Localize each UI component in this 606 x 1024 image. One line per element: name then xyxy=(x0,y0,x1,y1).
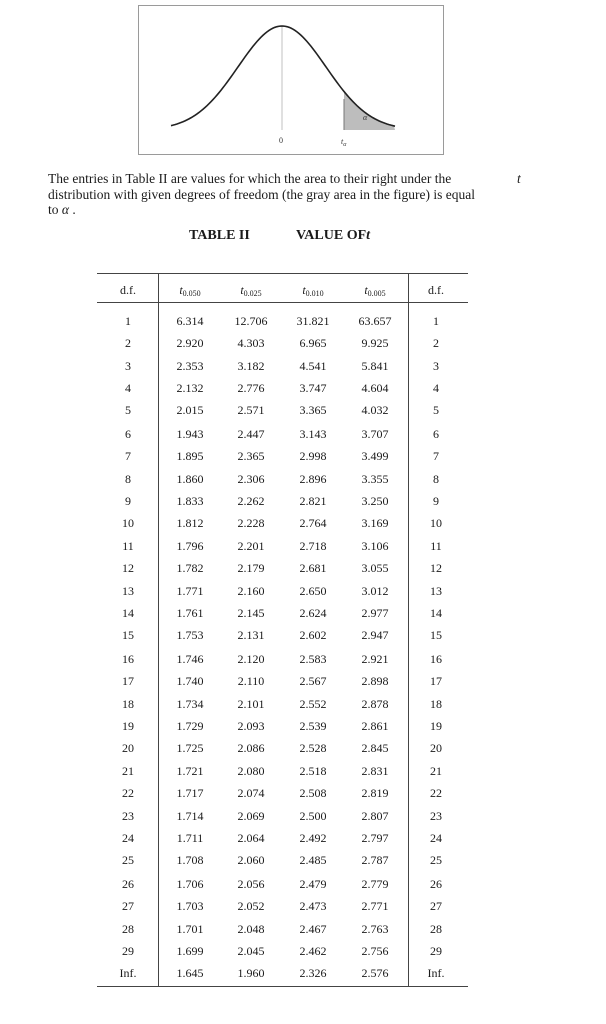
cell-t-value: 2.861 xyxy=(361,719,389,733)
cell-t-value: 6.965 xyxy=(299,336,327,350)
row-df-right: 20 xyxy=(430,741,442,755)
cell-t-value: 3.250 xyxy=(361,494,389,508)
cell-t-value: 2.228 xyxy=(237,516,265,530)
cell-t-value: 2.101 xyxy=(237,697,265,711)
header-t-0010: $t_{0.010}$ xyxy=(302,283,324,298)
row-df-left: 28 xyxy=(122,922,134,936)
cell-t-value: 3.747 xyxy=(299,381,327,395)
row-df-left: 27 xyxy=(122,899,134,913)
cell-t-value: 1.895 xyxy=(176,449,204,463)
cell-t-value: 2.787 xyxy=(361,853,389,867)
cell-t-value: 2.060 xyxy=(237,853,265,867)
row-df-left: 10 xyxy=(122,516,134,530)
row-df-right: 29 xyxy=(430,944,442,958)
cell-t-value: 6.314 xyxy=(176,314,204,328)
header-t-0025: $t_{0.025}$ xyxy=(240,283,262,298)
cell-t-value: 2.306 xyxy=(237,472,265,486)
row-df-left: 17 xyxy=(122,674,134,688)
intro-line-2: distribution with given degrees of freedom (the gray area in the figure) is equal xyxy=(48,186,475,202)
table-bottom-rule xyxy=(97,986,468,987)
cell-t-value: 2.069 xyxy=(237,809,265,823)
cell-t-value: 2.756 xyxy=(361,944,389,958)
cell-t-value: 1.703 xyxy=(176,899,204,913)
row-df-right: 1 xyxy=(433,314,439,328)
cell-t-value: 2.571 xyxy=(237,403,265,417)
alpha-label: α xyxy=(363,113,368,122)
cell-t-value: 4.604 xyxy=(361,381,389,395)
cell-t-value: 2.365 xyxy=(237,449,265,463)
cell-t-value: 1.796 xyxy=(176,539,204,553)
cell-t-value: 1.645 xyxy=(176,966,204,980)
cell-t-value: 1.960 xyxy=(237,966,265,980)
header-df-left: d.f. xyxy=(120,283,136,297)
row-df-left: 15 xyxy=(122,628,134,642)
cell-t-value: 1.740 xyxy=(176,674,204,688)
cell-t-value: 3.055 xyxy=(361,561,389,575)
cell-t-value: 2.479 xyxy=(299,877,327,891)
cell-t-value: 2.539 xyxy=(299,719,327,733)
row-df-left: 12 xyxy=(122,561,134,575)
cell-t-value: 2.528 xyxy=(299,741,327,755)
cell-t-value: 2.567 xyxy=(299,674,327,688)
table-top-rule xyxy=(97,273,468,274)
cell-t-value: 2.624 xyxy=(299,606,327,620)
t-distribution-figure xyxy=(138,5,444,155)
row-df-right: 4 xyxy=(433,381,439,395)
cell-t-value: 1.943 xyxy=(176,427,204,441)
cell-t-value: 2.093 xyxy=(237,719,265,733)
cell-t-value: 1.746 xyxy=(176,652,204,666)
row-df-right: 17 xyxy=(430,674,442,688)
cell-t-value: 2.947 xyxy=(361,628,389,642)
t-alpha-label: $t_\alpha$ xyxy=(341,137,347,148)
row-df-left: 16 xyxy=(122,652,134,666)
cell-t-value: 2.110 xyxy=(237,674,265,688)
cell-t-value: 2.920 xyxy=(176,336,204,350)
zero-label: 0 xyxy=(279,136,283,145)
cell-t-value: 2.201 xyxy=(237,539,265,553)
cell-t-value: 1.833 xyxy=(176,494,204,508)
cell-t-value: 1.706 xyxy=(176,877,204,891)
cell-t-value: 2.831 xyxy=(361,764,389,778)
cell-t-value: 2.807 xyxy=(361,809,389,823)
row-df-right: 14 xyxy=(430,606,442,620)
cell-t-value: 12.706 xyxy=(234,314,268,328)
row-df-right: 13 xyxy=(430,584,442,598)
cell-t-value: 2.845 xyxy=(361,741,389,755)
cell-t-value: 2.179 xyxy=(237,561,265,575)
cell-t-value: 1.812 xyxy=(176,516,204,530)
cell-t-value: 1.714 xyxy=(176,809,204,823)
row-df-right: 3 xyxy=(433,359,439,373)
row-df-left: 1 xyxy=(125,314,131,328)
cell-t-value: 1.761 xyxy=(176,606,204,620)
row-df-left: 11 xyxy=(122,539,134,553)
cell-t-value: 1.860 xyxy=(176,472,204,486)
cell-t-value: 2.064 xyxy=(237,831,265,845)
cell-t-value: 2.086 xyxy=(237,741,265,755)
header-t-0005: $t_{0.005}$ xyxy=(364,283,386,298)
cell-t-value: 2.056 xyxy=(237,877,265,891)
cell-t-value: 2.771 xyxy=(361,899,389,913)
cell-t-value: 2.552 xyxy=(299,697,327,711)
row-df-right: 22 xyxy=(430,786,442,800)
cell-t-value: 2.467 xyxy=(299,922,327,936)
cell-t-value: 2.998 xyxy=(299,449,327,463)
intro-line-3-suffix: . xyxy=(72,202,76,217)
cell-t-value: 1.708 xyxy=(176,853,204,867)
cell-t-value: 2.977 xyxy=(361,606,389,620)
row-df-right: 2 xyxy=(433,336,439,350)
row-df-left: 5 xyxy=(125,403,131,417)
cell-t-value: 2.500 xyxy=(299,809,327,823)
cell-t-value: 2.353 xyxy=(176,359,204,373)
row-df-right: 10 xyxy=(430,516,442,530)
row-df-left: 4 xyxy=(125,381,131,395)
cell-t-value: 2.473 xyxy=(299,899,327,913)
row-df-left: 9 xyxy=(125,494,131,508)
cell-t-value: 5.841 xyxy=(361,359,389,373)
cell-t-value: 2.797 xyxy=(361,831,389,845)
cell-t-value: 1.782 xyxy=(176,561,204,575)
cell-t-value: 2.576 xyxy=(361,966,389,980)
cell-t-value: 2.718 xyxy=(299,539,327,553)
cell-t-value: 2.131 xyxy=(237,628,265,642)
cell-t-value: 4.303 xyxy=(237,336,265,350)
row-df-right: 5 xyxy=(433,403,439,417)
cell-t-value: 2.462 xyxy=(299,944,327,958)
row-df-right: 25 xyxy=(430,853,442,867)
row-df-left: 26 xyxy=(122,877,134,891)
cell-t-value: 1.721 xyxy=(176,764,204,778)
cell-t-value: 2.492 xyxy=(299,831,327,845)
row-df-left: 25 xyxy=(122,853,134,867)
row-df-right: 7 xyxy=(433,449,439,463)
cell-t-value: 2.819 xyxy=(361,786,389,800)
cell-t-value: 2.015 xyxy=(176,403,204,417)
cell-t-value: 2.145 xyxy=(237,606,265,620)
table-caption xyxy=(296,228,370,244)
cell-t-value: 2.132 xyxy=(176,381,204,395)
row-df-left: 14 xyxy=(122,606,134,620)
cell-t-value: 3.169 xyxy=(361,516,389,530)
row-df-right: 9 xyxy=(433,494,439,508)
cell-t-value: 1.729 xyxy=(176,719,204,733)
intro-t-symbol: t xyxy=(517,171,521,186)
cell-t-value: 3.012 xyxy=(361,584,389,598)
cell-t-value: 3.707 xyxy=(361,427,389,441)
cell-t-value: 63.657 xyxy=(358,314,392,328)
row-df-left: 29 xyxy=(122,944,134,958)
table-caption-text: VALUE OF xyxy=(296,228,367,243)
row-df-left: 21 xyxy=(122,764,134,778)
cell-t-value: 31.821 xyxy=(296,314,330,328)
intro-line-1: The entries in Table II are values for which the area to their right under the xyxy=(48,171,452,186)
cell-t-value: 2.160 xyxy=(237,584,265,598)
row-df-right: 16 xyxy=(430,652,442,666)
row-df-right: 28 xyxy=(430,922,442,936)
cell-t-value: 2.821 xyxy=(299,494,327,508)
cell-t-value: 3.143 xyxy=(299,427,327,441)
row-df-right: Inf. xyxy=(427,966,445,980)
cell-t-value: 2.508 xyxy=(299,786,327,800)
row-df-left: 22 xyxy=(122,786,134,800)
cell-t-value: 2.326 xyxy=(299,966,327,980)
row-df-left: 6 xyxy=(125,427,131,441)
row-df-right: 11 xyxy=(430,539,442,553)
table-title xyxy=(0,228,606,246)
cell-t-value: 2.650 xyxy=(299,584,327,598)
cell-t-value: 2.878 xyxy=(361,697,389,711)
row-df-right: 12 xyxy=(430,561,442,575)
row-df-right: 27 xyxy=(430,899,442,913)
cell-t-value: 3.106 xyxy=(361,539,389,553)
cell-t-value: 3.365 xyxy=(299,403,327,417)
row-df-left: 20 xyxy=(122,741,134,755)
intro-alpha: α xyxy=(61,202,69,217)
cell-t-value: 3.355 xyxy=(361,472,389,486)
cell-t-value: 1.753 xyxy=(176,628,204,642)
cell-t-value: 9.925 xyxy=(361,336,389,350)
table-caption-var: t xyxy=(366,228,371,243)
row-df-left: 8 xyxy=(125,472,131,486)
cell-t-value: 4.032 xyxy=(361,403,389,417)
cell-t-value: 2.080 xyxy=(237,764,265,778)
row-df-left: 18 xyxy=(122,697,134,711)
header-t-0050: $t_{0.050}$ xyxy=(179,283,201,298)
table-number: TABLE II xyxy=(189,228,250,243)
cell-t-value: 2.898 xyxy=(361,674,389,688)
cell-t-value: 2.485 xyxy=(299,853,327,867)
header-df-right: d.f. xyxy=(428,283,444,297)
row-df-left: 7 xyxy=(125,449,131,463)
row-df-right: 18 xyxy=(430,697,442,711)
table-header-rule xyxy=(97,302,468,303)
row-df-right: 15 xyxy=(430,628,442,642)
cell-t-value: 1.771 xyxy=(176,584,204,598)
cell-t-value: 2.048 xyxy=(237,922,265,936)
cell-t-value: 2.763 xyxy=(361,922,389,936)
row-df-right: 19 xyxy=(430,719,442,733)
cell-t-value: 2.602 xyxy=(299,628,327,642)
cell-t-value: 3.182 xyxy=(237,359,265,373)
cell-t-value: 1.711 xyxy=(176,831,204,845)
cell-t-value: 1.734 xyxy=(176,697,204,711)
cell-t-value: 2.681 xyxy=(299,561,327,575)
row-df-right: 21 xyxy=(430,764,442,778)
row-df-left: Inf. xyxy=(119,966,137,980)
cell-t-value: 1.699 xyxy=(176,944,204,958)
row-df-right: 8 xyxy=(433,472,439,486)
row-df-right: 24 xyxy=(430,831,442,845)
t-distribution-curve xyxy=(139,6,443,154)
intro-line-3-prefix: to xyxy=(48,202,59,217)
cell-t-value: 2.447 xyxy=(237,427,265,441)
cell-t-value: 2.052 xyxy=(237,899,265,913)
row-df-left: 23 xyxy=(122,809,134,823)
cell-t-value: 2.120 xyxy=(237,652,265,666)
cell-t-value: 2.779 xyxy=(361,877,389,891)
cell-t-value: 2.896 xyxy=(299,472,327,486)
row-df-left: 3 xyxy=(125,359,131,373)
cell-t-value: 1.701 xyxy=(176,922,204,936)
row-df-left: 2 xyxy=(125,336,131,350)
row-df-left: 13 xyxy=(122,584,134,598)
row-df-right: 23 xyxy=(430,809,442,823)
cell-t-value: 2.776 xyxy=(237,381,265,395)
cell-t-value: 2.764 xyxy=(299,516,327,530)
cell-t-value: 2.045 xyxy=(237,944,265,958)
cell-t-value: 3.499 xyxy=(361,449,389,463)
row-df-right: 26 xyxy=(430,877,442,891)
cell-t-value: 4.541 xyxy=(299,359,327,373)
row-df-left: 24 xyxy=(122,831,134,845)
cell-t-value: 2.074 xyxy=(237,786,265,800)
cell-t-value: 1.717 xyxy=(176,786,204,800)
cell-t-value: 1.725 xyxy=(176,741,204,755)
intro-paragraph xyxy=(48,171,548,218)
row-df-left: 19 xyxy=(122,719,134,733)
cell-t-value: 2.262 xyxy=(237,494,265,508)
cell-t-value: 2.518 xyxy=(299,764,327,778)
cell-t-value: 2.921 xyxy=(361,652,389,666)
row-df-right: 6 xyxy=(433,427,439,441)
table-left-divider xyxy=(158,273,159,986)
cell-t-value: 2.583 xyxy=(299,652,327,666)
intro-line-3 xyxy=(48,202,548,218)
